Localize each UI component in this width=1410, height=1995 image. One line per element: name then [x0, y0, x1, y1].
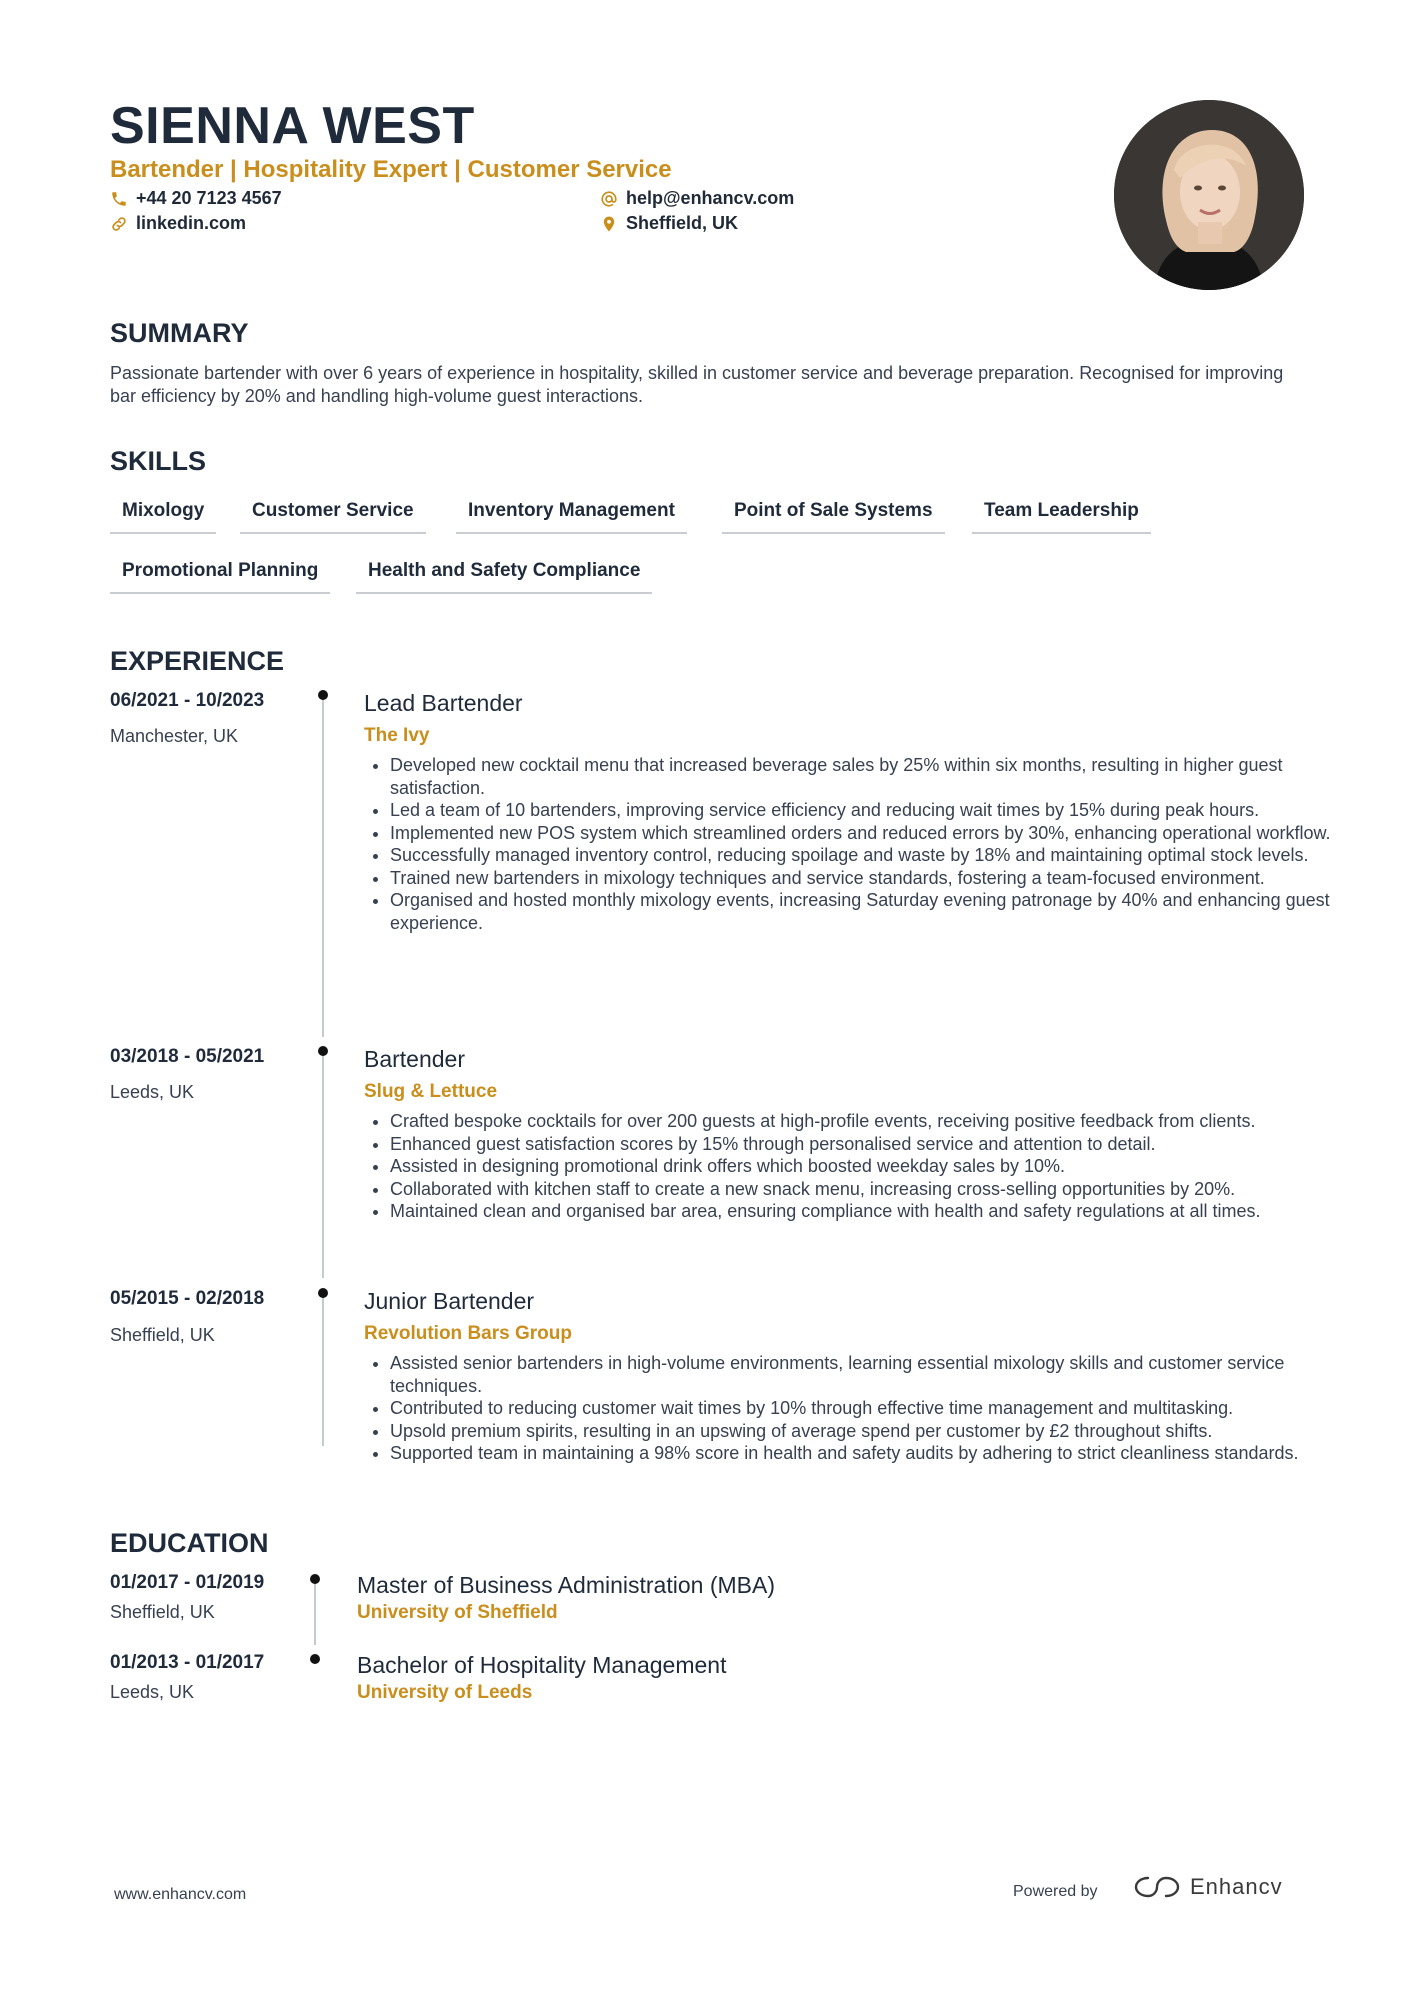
company-name: Revolution Bars Group [364, 1323, 572, 1344]
education-title: EDUCATION [110, 1528, 269, 1558]
timeline-line [322, 1292, 324, 1446]
job-location: Sheffield, UK [110, 1325, 215, 1345]
job-bullets [364, 1110, 1340, 1223]
candidate-headline: Bartender | Hospitality Expert | Customer Service [110, 156, 672, 183]
timeline-line [322, 697, 324, 1037]
skill-tag: Promotional Planning [110, 560, 330, 594]
degree-title: Bachelor of Hospitality Management [357, 1652, 727, 1678]
bullet-item: • Crafted bespoke cocktails for over 200 guests at high-profile events, receiving positive feedback from clients. [390, 1110, 1340, 1133]
timeline-line [322, 1050, 324, 1278]
timeline-dot [318, 690, 328, 700]
degree-title: Master of Business Administration (MBA) [357, 1572, 775, 1598]
skill-tag: Inventory Management [456, 500, 687, 534]
contact-location [600, 213, 738, 234]
timeline-dot [318, 1046, 328, 1056]
skill-tag: Customer Service [240, 500, 426, 534]
bullet-item: • Implemented new POS system which streamlined orders and reduced errors by 30%, enhancing operational workflow. [390, 822, 1340, 845]
enhancv-logo-icon [1134, 1874, 1180, 1900]
location-pin-icon [600, 215, 618, 233]
skill-tag: Mixology [110, 500, 216, 534]
linkedin-text: linkedin.com [136, 213, 247, 233]
skill-tag: Health and Safety Compliance [356, 560, 652, 594]
job-dates: 03/2018 - 05/2021 [110, 1046, 265, 1067]
timeline-dot [310, 1654, 320, 1664]
phone-text: +44 20 7123 4567 [136, 188, 282, 208]
footer-website[interactable]: www.enhancv.com [114, 1886, 247, 1903]
email-text: help@enhancv.com [626, 188, 795, 208]
bullet-item: • Successfully managed inventory control, reducing spoilage and waste by 18% and maintaining optimal stock levels. [390, 844, 1340, 867]
skill-tag: Point of Sale Systems [722, 500, 945, 534]
edu-dates: 01/2017 - 01/2019 [110, 1572, 265, 1593]
job-title: Lead Bartender [364, 690, 523, 716]
company-name: The Ivy [364, 725, 430, 746]
bullet-item: • Upsold premium spirits, resulting in an upswing of average spend per customer by £2 throughout shifts. [390, 1420, 1340, 1443]
job-title: Bartender [364, 1046, 466, 1072]
bullet-item: • Assisted in designing promotional drink offers which boosted weekday sales by 10%. [390, 1155, 1340, 1178]
edu-location: Leeds, UK [110, 1682, 195, 1702]
timeline-dot [310, 1574, 320, 1584]
bullet-item: • Contributed to reducing customer wait times by 10% through effective time management and multitasking. [390, 1397, 1340, 1420]
edu-location: Sheffield, UK [110, 1602, 215, 1622]
edu-dates: 01/2013 - 01/2017 [110, 1652, 265, 1673]
timeline-dot [318, 1288, 328, 1298]
bullet-item: • Assisted senior bartenders in high-volume environments, learning essential mixology skills and customer service techniques. [390, 1352, 1340, 1397]
job-title: Junior Bartender [364, 1288, 535, 1314]
location-text: Sheffield, UK [626, 213, 739, 233]
phone-icon [110, 190, 128, 208]
bullet-item: • Collaborated with kitchen staff to create a new snack menu, increasing cross-selling opportunities by 20%. [390, 1178, 1340, 1201]
bullet-item: • Led a team of 10 bartenders, improving service efficiency and reducing wait times by 15% during peak hours. [390, 799, 1340, 822]
link-icon [110, 215, 128, 233]
experience-title: EXPERIENCE [110, 646, 285, 676]
brand-name: Enhancv [1190, 1874, 1283, 1899]
job-dates: 05/2015 - 02/2018 [110, 1288, 265, 1309]
job-bullets [364, 754, 1340, 934]
bullet-item: • Enhanced guest satisfaction scores by 15% through personalised service and attention to detail. [390, 1133, 1340, 1156]
bullet-item: • Developed new cocktail menu that increased beverage sales by 25% within six months, resulting in higher guest satisfaction. [390, 754, 1340, 799]
bullet-item: • Trained new bartenders in mixology techniques and service standards, fostering a team-focused environment. [390, 867, 1340, 890]
summary-title: SUMMARY [110, 318, 249, 348]
portrait-illustration [1114, 100, 1304, 290]
summary-text: Passionate bartender with over 6 years of experience in hospitality, skilled in customer service and beverage preparation. Recognised for improving bar efficiency by 20% and handling high-volume guest interactions. [110, 363, 1284, 406]
contact-email[interactable] [600, 188, 794, 209]
job-dates: 06/2021 - 10/2023 [110, 690, 265, 711]
contact-linkedin[interactable] [110, 213, 246, 234]
job-bullets [364, 1352, 1340, 1465]
at-icon [600, 190, 618, 208]
candidate-name: SIENNA WEST [110, 97, 475, 155]
skills-title: SKILLS [110, 446, 207, 476]
bullet-item: • Supported team in maintaining a 98% score in health and safety audits by adhering to strict cleanliness standards. [390, 1442, 1340, 1465]
job-location: Manchester, UK [110, 726, 239, 746]
school-name: University of Sheffield [357, 1602, 558, 1623]
timeline-line [314, 1583, 316, 1645]
profile-photo [1114, 100, 1304, 290]
bullet-item: • Organised and hosted monthly mixology events, increasing Saturday evening patronage by 40% and enhancing guest experience. [390, 889, 1340, 934]
skill-tag: Team Leadership [972, 500, 1151, 534]
powered-by-label: Powered by [1013, 1883, 1098, 1900]
contact-phone [110, 188, 282, 209]
enhancv-brand[interactable] [1134, 1874, 1283, 1900]
bullet-item: • Maintained clean and organised bar area, ensuring compliance with health and safety regulations at all times. [390, 1200, 1340, 1223]
school-name: University of Leeds [357, 1682, 533, 1703]
job-location: Leeds, UK [110, 1082, 195, 1102]
company-name: Slug & Lettuce [364, 1081, 498, 1102]
